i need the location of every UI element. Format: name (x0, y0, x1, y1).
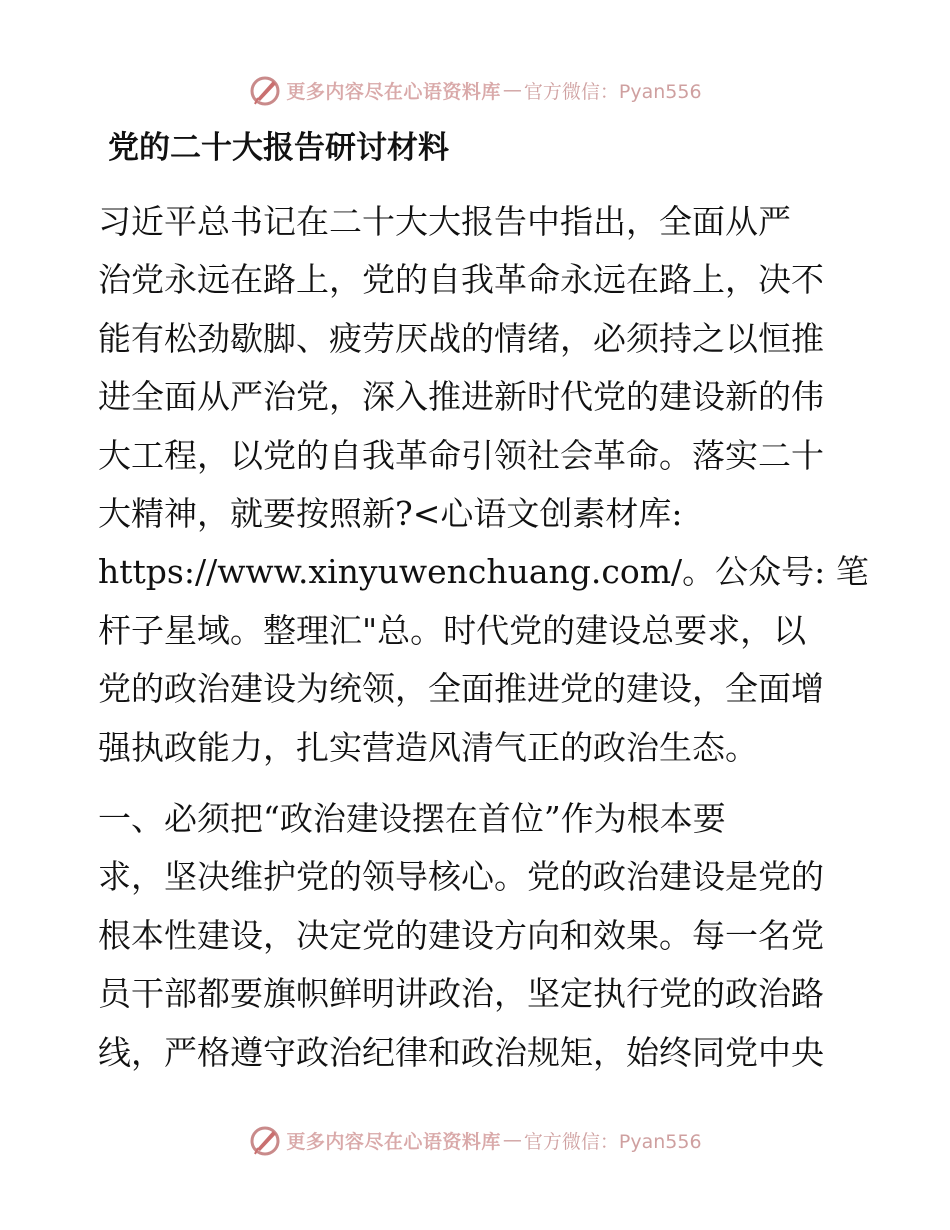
watermark-brand: 更多内容尽在心语资料库 (286, 80, 501, 103)
text-line: 能有松劲歇脚、疲劳厌战的情绪，必须持之以恒推 (98, 318, 824, 358)
text-line: 治党永远在路上，党的自我革命永远在路上，决不 (98, 260, 824, 300)
watermark-wechat: 官方微信：Pyan556 (523, 80, 702, 103)
document-title: 党的二十大报告研讨材料 (108, 130, 449, 166)
paragraph-section-one (98, 790, 858, 1082)
paragraph-intro (98, 193, 869, 777)
watermark-wechat: 官方微信：Pyan556 (523, 1130, 702, 1153)
watermark-header (0, 72, 950, 108)
quill-logo-icon (248, 73, 282, 107)
text-line: 员干部都要旗帜鲜明讲政治，坚定执行党的政治路 (98, 974, 824, 1014)
text-line: 一、必须把“政治建设摆在首位”作为根本要 (98, 799, 726, 838)
text-line: 进全面从严治党，深入推进新时代党的建设新的伟 (98, 377, 824, 417)
text-line: 线，严格遵守政治纪律和政治规矩，始终同党中央 (98, 1032, 824, 1072)
watermark-brand: 更多内容尽在心语资料库 (286, 1130, 501, 1153)
watermark-footer (0, 1122, 950, 1158)
text-line: 强执政能力，扎实营造风清气正的政治生态。 (98, 727, 758, 767)
text-line: https://www.xinyuwenchuang.com/。公众号: 笔 (98, 552, 869, 592)
text-line: 党的政治建设为统领，全面推进党的建设，全面增 (98, 669, 824, 709)
watermark-separator: — (502, 1129, 522, 1151)
quill-logo-icon (248, 1123, 282, 1157)
text-line: 杆子星域。整理汇"总。时代党的建设总要求，以 (98, 610, 807, 650)
text-line: 求，坚决维护党的领导核心。党的政治建设是党的 (98, 857, 824, 897)
text-line: 根本性建设，决定党的建设方向和效果。每一名党 (98, 915, 824, 955)
text-line: 大工程，以党的自我革命引领社会革命。落实二十 (98, 435, 824, 475)
text-line: 大精神，就要按照新?<心语文创素材库: (98, 493, 683, 533)
watermark-separator: — (502, 79, 522, 101)
text-line: 习近平总书记在二十大大报告中指出，全面从严 (98, 202, 791, 241)
